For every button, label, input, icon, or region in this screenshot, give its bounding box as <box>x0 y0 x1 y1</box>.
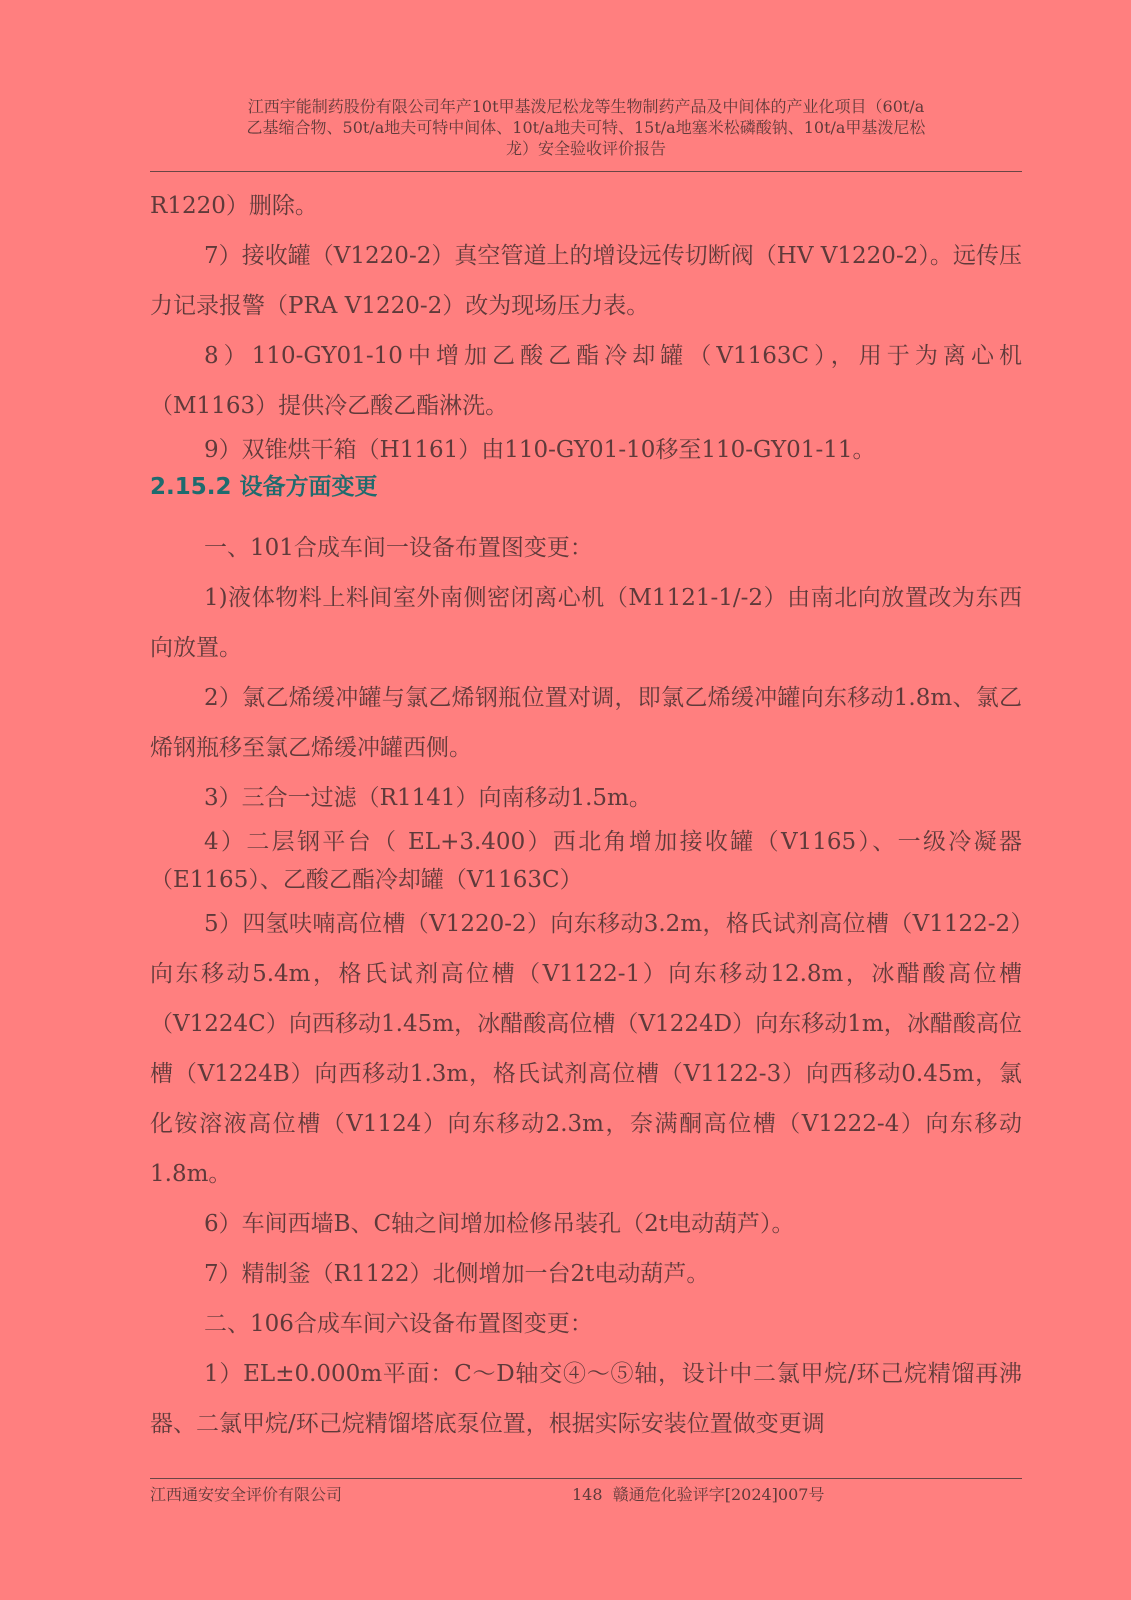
page-body <box>150 181 1022 1449</box>
paragraph: 1)液体物料上料间室外南侧密闭离心机（M1121-1/-2）由南北向放置改为东西向放置。 <box>150 585 1022 661</box>
paragraph: 6）车间西墙B、C轴之间增加检修吊装孔（2t电动葫芦）。 <box>204 1211 795 1237</box>
paragraph: 1）EL±0.000m平面：C～D轴交④～⑤轴，设计中二氯甲烷/环己烷精馏再沸器、二氯甲烷/环己烷精馏塔底泵位置，根据实际安装位置做变更调 <box>150 1361 1022 1437</box>
header-line-2: 乙基缩合物、50t/a地夫可特中间体、10t/a地夫可特、15t/a地塞米松磷酸钠、10t/a甲基泼尼松 <box>246 118 926 137</box>
footer-page-info <box>572 1483 824 1507</box>
spacer <box>150 509 1022 523</box>
paragraph: 5）四氢呋喃高位槽（V1220-2）向东移动3.2m，格氏试剂高位槽（V1122-2）向东移动5.4m，格氏试剂高位槽（V1122-1）向东移动12.8m，冰醋酸高位槽（V1224C）向西移动1.45m，冰醋酸高位槽（V1224D）向东移动1m，冰醋酸高位槽（V1224B）向西移动1.3m，格氏试剂高位槽（V1122-3）向西移动0.45m，氯化铵溶液高位槽（V1124）向东移动2.3m，奈满酮高位槽（V1222-4）向东移动1.8m。 <box>150 911 1022 1187</box>
footer-divider <box>150 1478 1022 1479</box>
paragraph: 3）三合一过滤（R1141）向南移动1.5m。 <box>204 785 652 811</box>
paragraph: 7）精制釜（R1122）北侧增加一台2t电动葫芦。 <box>204 1261 710 1287</box>
page-footer <box>150 1483 1022 1507</box>
document-number: 赣通危化验评字[2024]007号 <box>612 1485 825 1504</box>
paragraph: 8）110-GY01-10中增加乙酸乙酯冷却罐（V1163C），用于为离心机（M1163）提供冷乙酸乙酯淋洗。 <box>150 343 1022 419</box>
paragraph: 2）氯乙烯缓冲罐与氯乙烯钢瓶位置对调，即氯乙烯缓冲罐向东移动1.8m、氯乙烯钢瓶移至氯乙烯缓冲罐西侧。 <box>150 685 1022 761</box>
paragraph: 9）双锥烘干箱（H1161）由110-GY01-10移至110-GY01-11。 <box>204 437 876 463</box>
paragraph: R1220）删除。 <box>150 193 318 219</box>
page-header <box>150 96 1022 159</box>
page-number: 148 <box>572 1485 603 1504</box>
paragraph: 7）接收罐（V1220-2）真空管道上的增设远传切断阀（HV V1220-2）。远传压力记录报警（PRA V1220-2）改为现场压力表。 <box>150 243 1022 319</box>
header-line-1: 江西宇能制药股份有限公司年产10t甲基泼尼松龙等生物制药产品及中间体的产业化项目（60t/a <box>247 97 925 116</box>
paragraph: 4）二层钢平台（ EL+3.400）西北角增加接收罐（V1165）、一级冷凝器（E1165）、乙酸乙酯冷却罐（V1163C） <box>150 829 1022 893</box>
paragraph: 一、101合成车间一设备布置图变更： <box>204 535 593 561</box>
footer-company: 江西通安安全评价有限公司 <box>150 1485 343 1504</box>
section-heading: 2.15.2 设备方面变更 <box>150 474 378 500</box>
header-line-3: 龙）安全验收评价报告 <box>505 139 666 158</box>
paragraph: 二、106合成车间六设备布置图变更： <box>204 1311 593 1337</box>
header-divider <box>150 171 1022 172</box>
